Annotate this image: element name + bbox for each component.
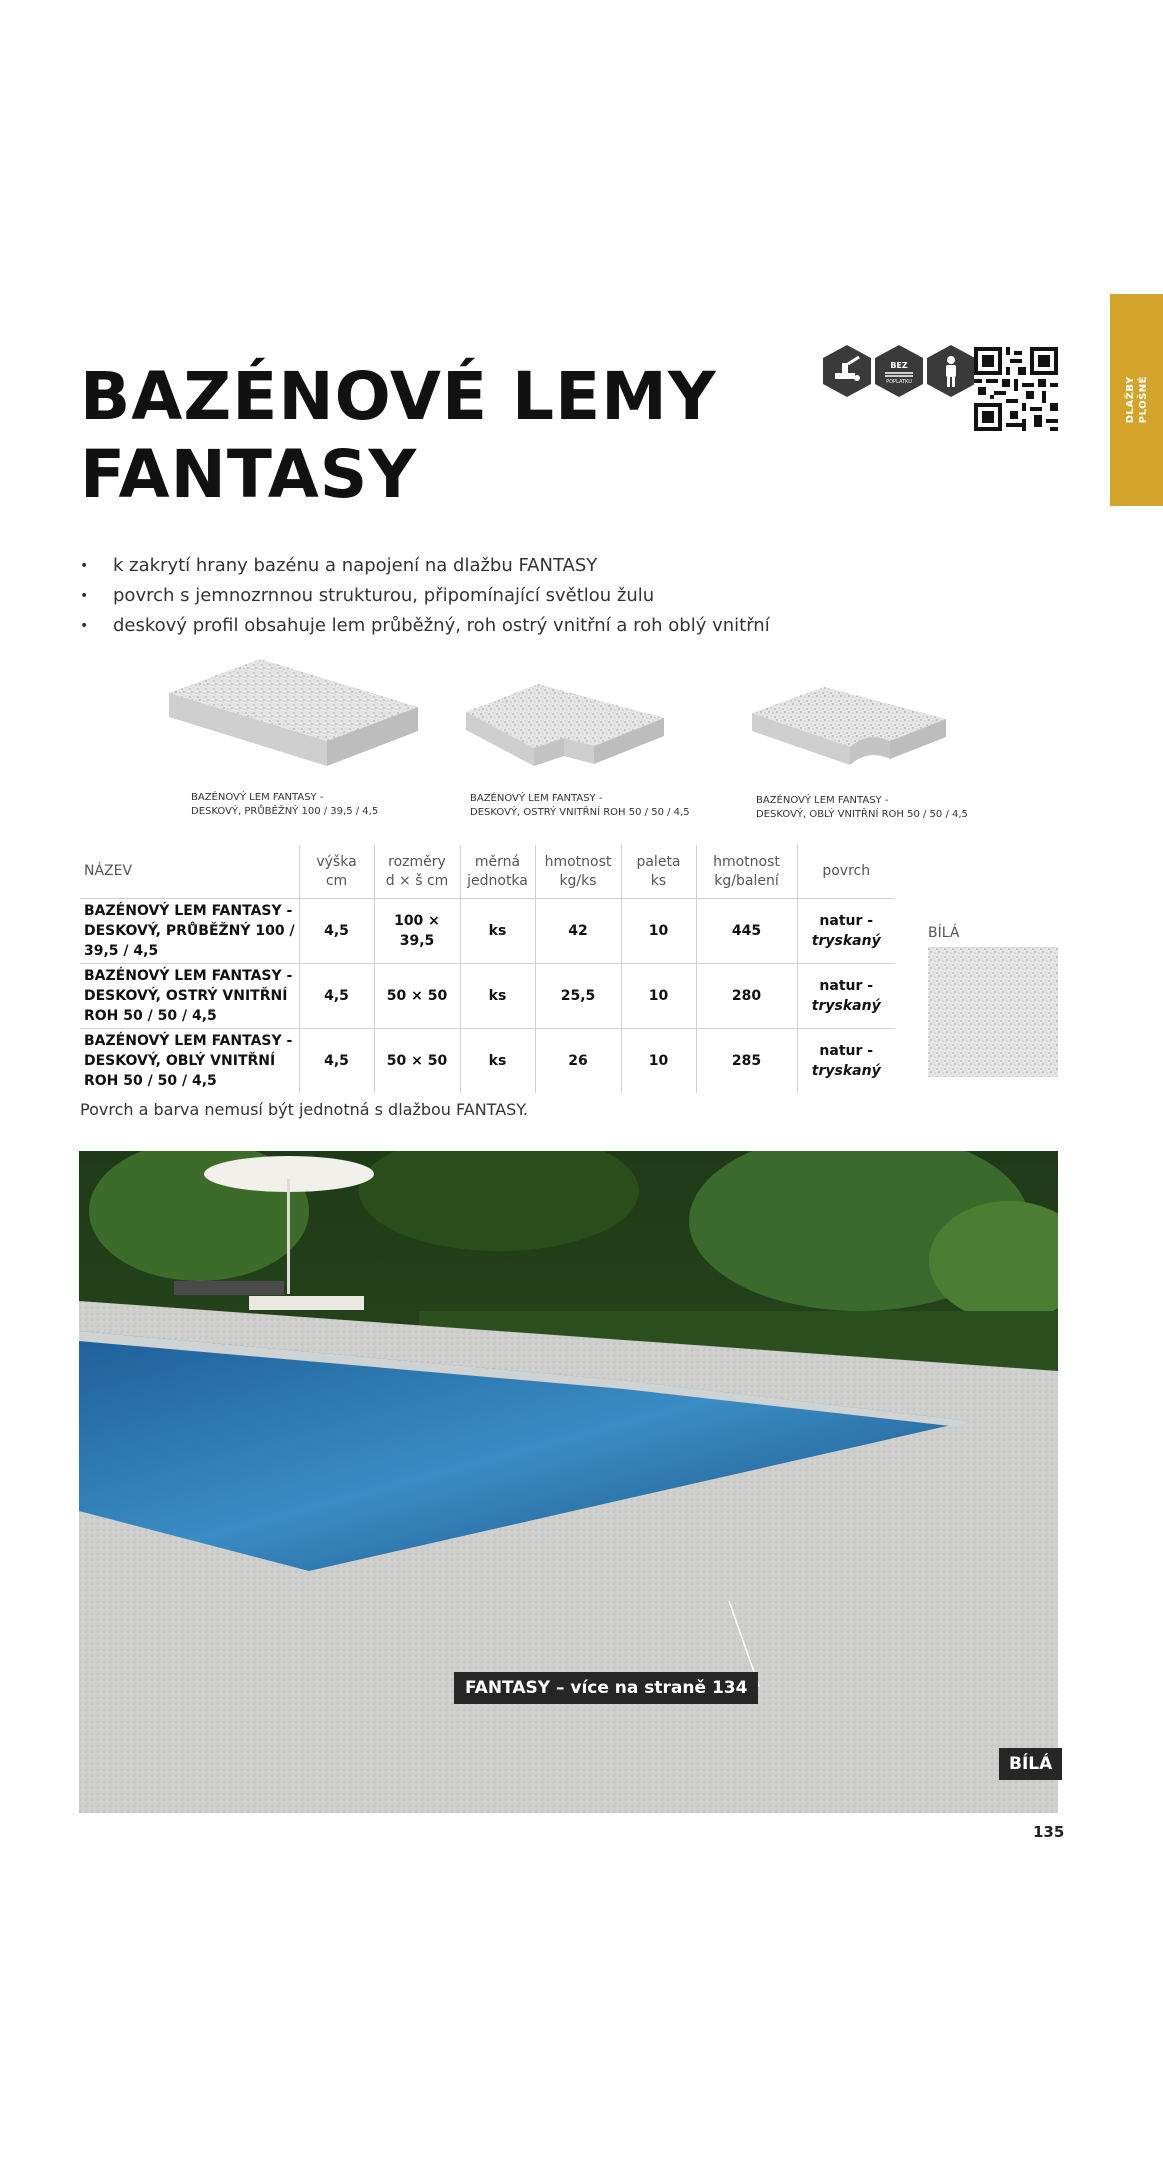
cell-surface: natur - tryskaný — [797, 964, 895, 1029]
cell-weight: 25,5 — [535, 964, 621, 1029]
compactor-icon — [823, 345, 871, 397]
title-line-2: FANTASY — [80, 436, 418, 513]
product-straight — [165, 655, 420, 819]
list-item: • k zakrytí hrany bazénu a napojení na dlažbu FANTASY — [80, 551, 770, 581]
product-image — [165, 655, 420, 775]
col-header-pack-weight: hmotnost kg/balení — [696, 845, 797, 899]
product-image — [464, 680, 674, 775]
section-tab-label: DLAŽBY PLOŠNÉ — [1124, 376, 1149, 424]
col-header-dimensions: rozměry d × š cm — [374, 845, 460, 899]
feature-badges — [823, 345, 975, 397]
cell-pack-weight: 285 — [696, 1029, 797, 1094]
cell-height: 4,5 — [299, 1029, 374, 1094]
cell-pallet: 10 — [621, 899, 696, 964]
cell-weight: 26 — [535, 1029, 621, 1094]
col-header-unit: měrná jednotka — [460, 845, 535, 899]
table-row — [80, 964, 895, 1029]
cell-dimensions: 50 × 50 — [374, 964, 460, 1029]
cell-weight: 42 — [535, 899, 621, 964]
cell-name: BAZÉNOVÝ LEM FANTASY - DESKOVÝ, PRŮBĚŽNÝ 100 / 39,5 / 4,5 — [80, 899, 299, 964]
spec-table — [80, 845, 895, 1093]
surface-note: Povrch a barva nemusí být jednotná s dlažbou FANTASY. — [80, 1100, 528, 1119]
cell-unit: ks — [460, 899, 535, 964]
col-header-surface: povrch — [797, 845, 895, 899]
pool-photo — [79, 1151, 1058, 1813]
pedestrian-icon — [927, 345, 975, 397]
cell-surface: natur - tryskaný — [797, 1029, 895, 1094]
cell-unit: ks — [460, 964, 535, 1029]
product-caption: BAZÉNOVÝ LEM FANTASY - DESKOVÝ, PRŮBĚŽNÝ 100 / 39,5 / 4,5 — [191, 792, 379, 817]
cell-surface: natur - tryskaný — [797, 899, 895, 964]
title-line-1: BAZÉNOVÉ LEMY — [80, 358, 717, 435]
table-header-row — [80, 845, 895, 899]
cell-height: 4,5 — [299, 964, 374, 1029]
section-tab[interactable] — [1110, 294, 1163, 506]
cell-unit: ks — [460, 1029, 535, 1094]
list-item: • deskový profil obsahuje lem průběžný, roh ostrý vnitřní a roh oblý vnitřní — [80, 611, 770, 641]
product-sharp-corner — [464, 680, 690, 820]
table-row — [80, 1029, 895, 1094]
product-image — [750, 683, 950, 775]
cell-name: BAZÉNOVÝ LEM FANTASY - DESKOVÝ, OBLÝ VNITŘNÍ ROH 50 / 50 / 4,5 — [84, 1033, 293, 1089]
page-title — [80, 358, 717, 514]
product-round-corner — [750, 683, 968, 822]
photo-caption-fantasy[interactable]: FANTASY – více na straně 134 — [454, 1672, 758, 1704]
qr-code-icon[interactable] — [974, 347, 1058, 431]
svg-text:POPLATKU: POPLATKU — [886, 379, 912, 385]
col-header-height: výška cm — [299, 845, 374, 899]
swatch-label: BÍLÁ — [928, 925, 960, 941]
product-caption: BAZÉNOVÝ LEM FANTASY - DESKOVÝ, OSTRÝ VNITŘNÍ ROH 50 / 50 / 4,5 — [470, 793, 690, 818]
cell-pack-weight: 280 — [696, 964, 797, 1029]
cell-dimensions: 100 × 39,5 — [374, 899, 460, 964]
cell-pallet: 10 — [621, 964, 696, 1029]
cell-pack-weight: 445 — [696, 899, 797, 964]
color-swatch — [928, 947, 1058, 1077]
list-item: • povrch s jemnozrnnou strukturou, připomínající světlou žulu — [80, 581, 770, 611]
table-row — [80, 899, 895, 964]
cell-dimensions: 50 × 50 — [374, 1029, 460, 1094]
col-header-weight: hmotnost kg/ks — [535, 845, 621, 899]
cell-name: BAZÉNOVÝ LEM FANTASY - DESKOVÝ, OSTRÝ VNITŘNÍ ROH 50 / 50 / 4,5 — [80, 964, 299, 1029]
svg-text:BEZ: BEZ — [890, 361, 908, 370]
col-header-pallet: paleta ks — [621, 845, 696, 899]
cell-height: 4,5 — [299, 899, 374, 964]
no-vibration-icon — [875, 345, 923, 397]
feature-list — [80, 551, 770, 641]
col-header-name: NÁZEV — [80, 845, 299, 899]
page-number: 135 — [1033, 1823, 1065, 1841]
cell-pallet: 10 — [621, 1029, 696, 1094]
product-caption: BAZÉNOVÝ LEM FANTASY - DESKOVÝ, OBLÝ VNITŘNÍ ROH 50 / 50 / 4,5 — [756, 795, 968, 820]
photo-caption-color: BÍLÁ — [999, 1748, 1062, 1780]
